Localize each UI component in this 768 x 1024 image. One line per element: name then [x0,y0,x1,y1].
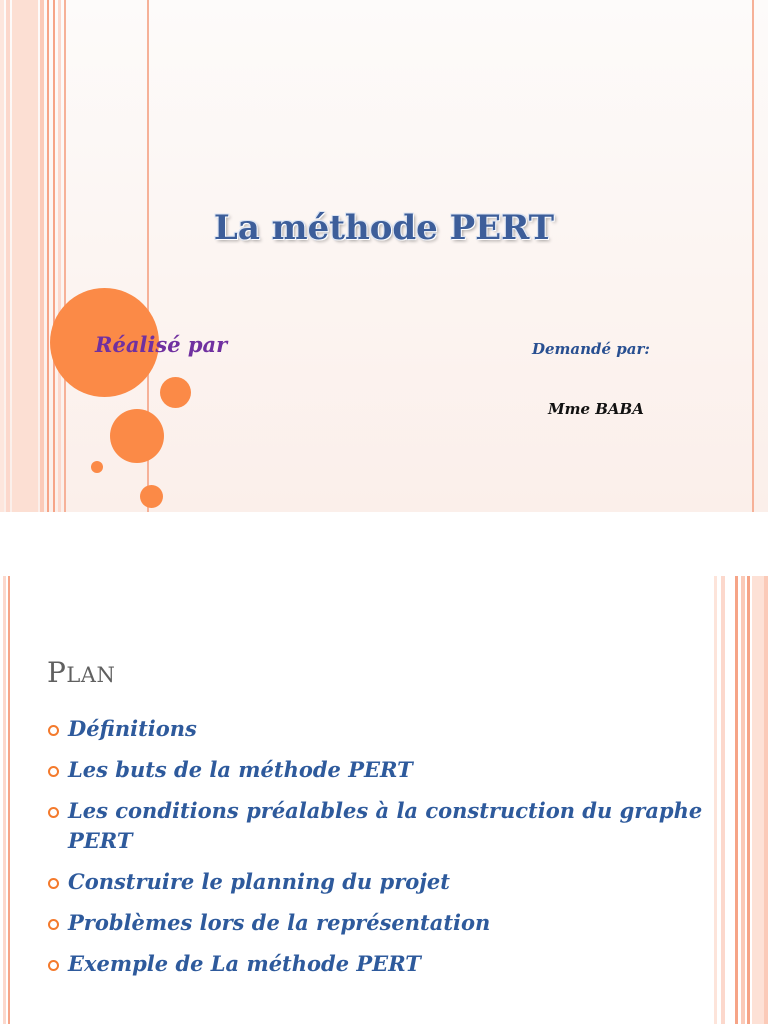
slide-title: La méthode PERT [213,208,555,248]
list-item [46,714,746,744]
circle-bullet-icon [48,725,59,736]
list-item-text: Construire le planning du projet [68,869,450,894]
circle-bullet-icon [48,878,59,889]
demande-par-name: Mme BABA [548,400,644,418]
list-item-text: Exemple de La méthode PERT [68,951,421,976]
decor-stripe [58,0,61,512]
list-item-text: Les buts de la méthode PERT [68,757,413,782]
circle-bullet-icon [48,919,59,930]
slide-separator [0,512,768,576]
decor-stripe [40,0,44,512]
decor-stripe [47,0,49,512]
demande-par-label: Demandé par: [532,340,650,358]
decor-stripe [64,0,66,512]
list-item-text: Définitions [68,716,197,741]
list-item [46,949,746,979]
circle-bullet-icon [48,960,59,971]
decor-circle-small [140,485,163,508]
circle-bullet-icon [48,766,59,777]
realise-par-label: Réalisé par [95,332,228,357]
decor-stripe [53,0,55,512]
list-item [46,867,746,897]
plan-list [46,714,746,990]
decor-circle-tiny [91,461,103,473]
decor-stripe [764,576,768,1024]
circle-bullet-icon [48,807,59,818]
decor-circle-medium [110,409,164,463]
decor-stripe [6,0,10,512]
decor-stripe [0,0,4,512]
decor-circle-small [160,377,191,408]
list-item [46,908,746,938]
list-item [46,796,746,856]
decor-stripe [752,0,754,512]
decor-stripe [12,0,38,512]
list-item-text: Problèmes lors de la représentation [68,910,491,935]
decor-stripe [8,576,10,1024]
decor-stripe [3,576,6,1024]
list-item [46,755,746,785]
plan-title: PLAN [47,656,116,689]
list-item-text: Les conditions préalables à la construction du graphe PERT [68,798,703,853]
decor-stripe [747,576,750,1024]
